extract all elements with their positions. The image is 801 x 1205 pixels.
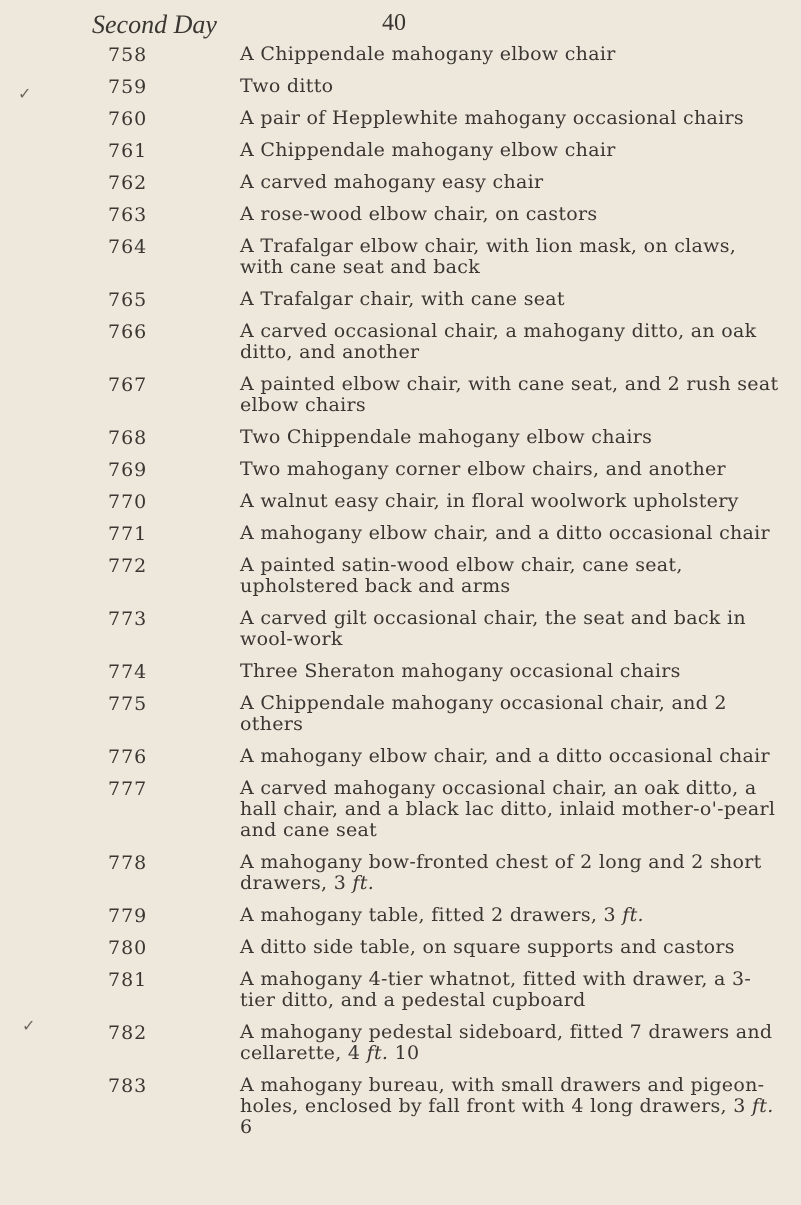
lot-description: A mahogany elbow chair, and a ditto occasional chair: [240, 745, 770, 767]
lot-entry: [0, 969, 801, 1022]
lot-description: A rose-wood elbow chair, on castors: [240, 203, 598, 225]
lot-description: Two mahogany corner elbow chairs, and another: [240, 458, 726, 480]
pencil-mark: ✓: [18, 84, 32, 103]
lot-number: 775: [108, 693, 148, 715]
lot-entry: [0, 555, 801, 608]
lot-description: A painted satin-wood elbow chair, cane seat, upholstered back and arms: [240, 554, 683, 597]
lot-entry: [0, 905, 801, 937]
lot-entry: [0, 44, 801, 76]
lot-description: A mahogany 4-tier whatnot, fitted with drawer, a 3-tier ditto, and a pedestal cupboard: [240, 968, 752, 1011]
lot-number: 779: [108, 905, 148, 927]
lot-number: 767: [108, 374, 148, 396]
lot-description-text: A mahogany table, fitted 2 drawers, 3: [240, 904, 623, 926]
lot-description-text: 10: [388, 1042, 420, 1064]
lot-description: Two Chippendale mahogany elbow chairs: [240, 426, 653, 448]
lot-description: A painted elbow chair, with cane seat, and 2 rush seat elbow chairs: [240, 373, 779, 416]
lot-description-unit: ft.: [366, 1042, 389, 1064]
lot-entry: [0, 778, 801, 852]
lot-number: 768: [108, 427, 148, 449]
lot-number: 761: [108, 140, 148, 162]
lot-description: A carved mahogany easy chair: [240, 171, 544, 193]
lot-description: A ditto side table, on square supports and castors: [240, 936, 735, 958]
lot-description-text: A mahogany pedestal sideboard, fitted 7 drawers and cellarette, 4: [240, 1021, 773, 1064]
lot-entry: [0, 427, 801, 459]
page-header: [92, 10, 772, 40]
lot-number: 765: [108, 289, 148, 311]
lot-description: Two ditto: [240, 75, 334, 97]
lot-description: A walnut easy chair, in floral woolwork upholstery: [240, 490, 739, 512]
lot-description: [240, 852, 785, 905]
lot-description-text: A mahogany bureau, with small drawers and pigeon-holes, enclosed by fall front with 4 long drawers, 3: [240, 1074, 765, 1117]
lot-description: [240, 1075, 785, 1149]
lot-entry: [0, 1022, 801, 1075]
lot-number: 759: [108, 76, 148, 98]
lot-description: A Trafalgar chair, with cane seat: [240, 288, 565, 310]
lot-entry: [0, 204, 801, 236]
lot-number: 772: [108, 555, 148, 577]
lot-description: A Trafalgar elbow chair, with lion mask, on claws, with cane seat and back: [240, 235, 737, 278]
lot-list: [0, 44, 801, 1149]
lot-description: A carved occasional chair, a mahogany ditto, an oak ditto, and another: [240, 320, 757, 363]
lot-description: A Chippendale mahogany elbow chair: [240, 139, 616, 161]
lot-entry: [0, 937, 801, 969]
lot-entry: [0, 608, 801, 661]
lot-entry: [0, 523, 801, 555]
lot-entry: [0, 374, 801, 427]
lot-entry: [0, 236, 801, 289]
lot-description-unit: ft.: [352, 872, 375, 894]
lot-description: A carved mahogany occasional chair, an oak ditto, a hall chair, and a black lac ditto, inlaid mother-o'-pearl and cane seat: [240, 777, 776, 841]
lot-number: 773: [108, 608, 148, 630]
lot-number: 776: [108, 746, 148, 768]
lot-description: A carved gilt occasional chair, the seat and back in wool-work: [240, 607, 746, 650]
lot-number: 781: [108, 969, 148, 991]
lot-number: 758: [108, 44, 148, 66]
lot-description: Three Sheraton mahogany occasional chairs: [240, 660, 681, 682]
lot-entry: [0, 1075, 801, 1149]
lot-number: 774: [108, 661, 148, 683]
lot-number: 782: [108, 1022, 148, 1044]
pencil-mark: ✓: [22, 1016, 36, 1035]
lot-description-unit: ft.: [622, 904, 644, 926]
lot-entry: [0, 172, 801, 204]
lot-description: A mahogany elbow chair, and a ditto occasional chair: [240, 522, 770, 544]
page-number: 40: [382, 10, 406, 36]
lot-number: 769: [108, 459, 148, 481]
lot-number: 770: [108, 491, 148, 513]
section-title: Second Day: [92, 10, 217, 39]
lot-entry: [0, 661, 801, 693]
lot-entry: [0, 289, 801, 321]
lot-number: 762: [108, 172, 148, 194]
lot-description-unit: ft.: [751, 1095, 774, 1117]
lot-entry: [0, 459, 801, 491]
lot-number: 777: [108, 778, 148, 800]
lot-description: [240, 905, 785, 937]
lot-description-text: A mahogany bow-fronted chest of 2 long and 2 short drawers, 3: [240, 851, 762, 894]
lot-entry: [0, 852, 801, 905]
lot-number: 766: [108, 321, 148, 343]
lot-entry: [0, 76, 801, 108]
lot-entry: [0, 140, 801, 172]
lot-description: A Chippendale mahogany occasional chair, and 2 others: [240, 692, 727, 735]
lot-entry: [0, 321, 801, 374]
lot-number: 783: [108, 1075, 148, 1097]
lot-number: 763: [108, 204, 148, 226]
lot-description: A Chippendale mahogany elbow chair: [240, 43, 616, 65]
lot-entry: [0, 746, 801, 778]
lot-description-text: 6: [240, 1116, 253, 1138]
lot-number: 778: [108, 852, 148, 874]
lot-number: 760: [108, 108, 148, 130]
lot-entry: [0, 491, 801, 523]
lot-entry: [0, 693, 801, 746]
lot-description: A pair of Hepplewhite mahogany occasional chairs: [240, 107, 744, 129]
lot-description: [240, 1022, 785, 1075]
lot-number: 771: [108, 523, 148, 545]
lot-number: 780: [108, 937, 148, 959]
lot-number: 764: [108, 236, 148, 258]
lot-entry: [0, 108, 801, 140]
